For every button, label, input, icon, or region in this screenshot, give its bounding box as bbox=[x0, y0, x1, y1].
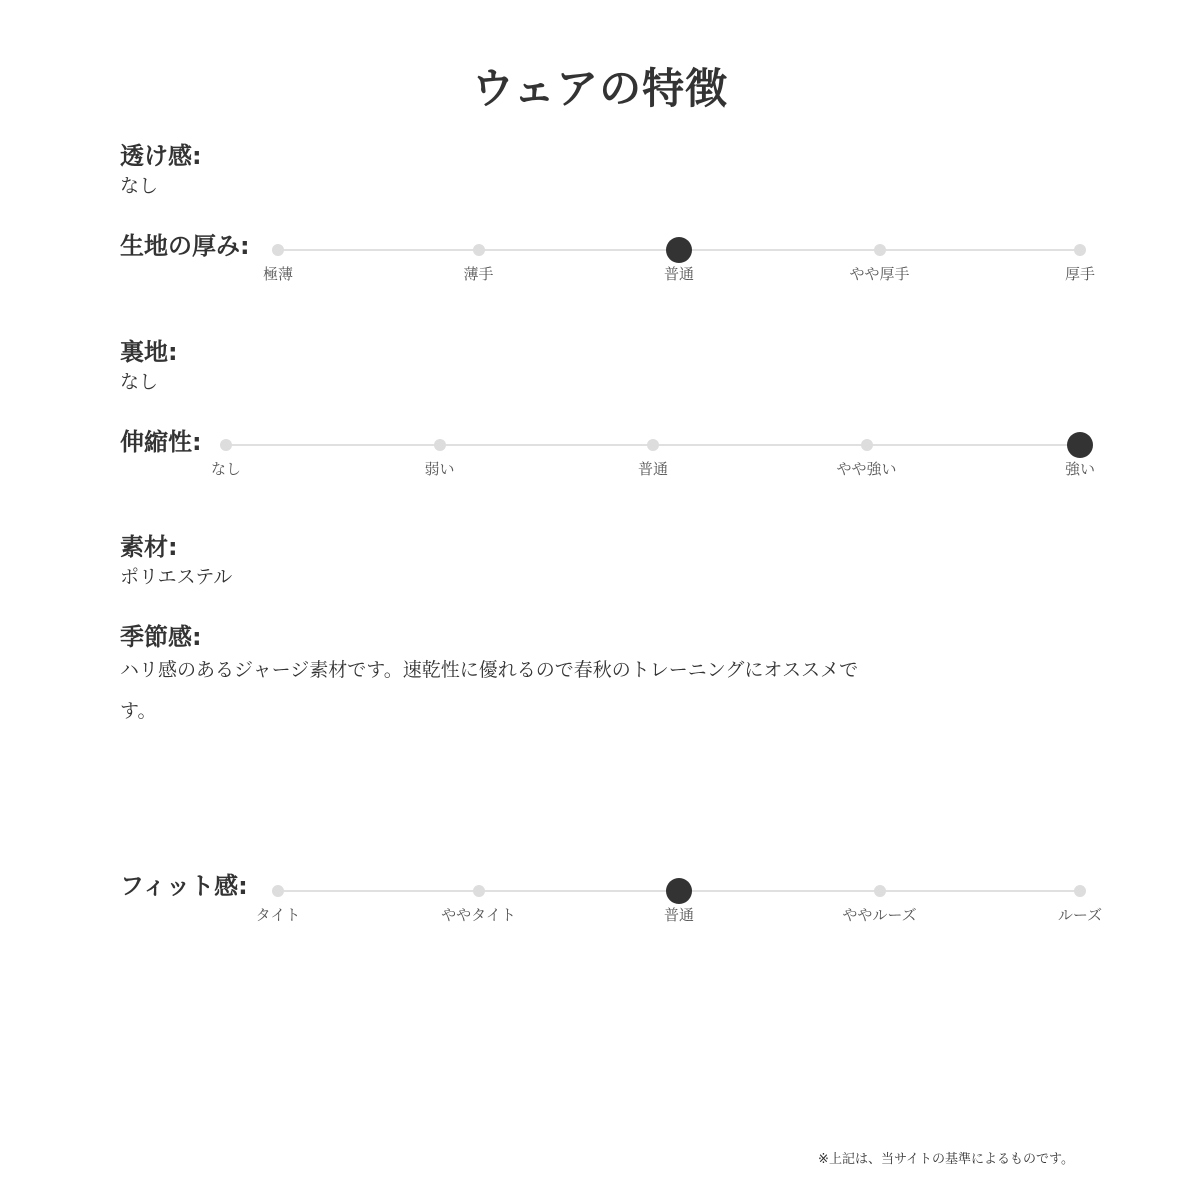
thickness-option-label: やや厚手 bbox=[849, 265, 910, 283]
material-value: ポリエステル bbox=[120, 566, 233, 588]
thickness-dot bbox=[1074, 244, 1086, 256]
fit-option-label: ややルーズ bbox=[842, 906, 917, 924]
stretch-option-label: 普通 bbox=[637, 460, 668, 478]
stretch-label: 伸縮性: bbox=[120, 428, 202, 456]
stretch-option-label: 弱い bbox=[424, 460, 455, 478]
fit-option-label: ややタイト bbox=[441, 906, 516, 924]
stretch-option-label: やや強い bbox=[836, 460, 897, 478]
season-description: ハリ感のあるジャージ素材です。速乾性に優れるので春秋のトレーニングにオススメです。 bbox=[120, 659, 859, 722]
stretch-option-label: 強い bbox=[1064, 460, 1095, 478]
stretch-dot bbox=[434, 439, 446, 451]
fit-dot bbox=[874, 885, 886, 897]
thickness-selected-dot bbox=[666, 237, 692, 263]
stretch-dot bbox=[220, 439, 232, 451]
thickness-option-label: 薄手 bbox=[463, 265, 494, 283]
page-title: ウェアの特徴 bbox=[471, 64, 729, 113]
transparency-label: 透け感: bbox=[120, 142, 202, 170]
fit-option-label: 普通 bbox=[663, 906, 694, 924]
fit-label: フィット感: bbox=[120, 872, 248, 900]
thickness-label: 生地の厚み: bbox=[120, 232, 250, 260]
season-label: 季節感: bbox=[120, 623, 202, 651]
thickness-option-label: 極薄 bbox=[262, 265, 293, 283]
thickness-dot bbox=[272, 244, 284, 256]
fit-scale bbox=[255, 880, 1103, 924]
lining-value: なし bbox=[120, 371, 159, 393]
thickness-scale bbox=[262, 239, 1095, 283]
thickness-option-label: 普通 bbox=[663, 265, 694, 283]
fit-dot bbox=[272, 885, 284, 897]
lining-label: 裏地: bbox=[120, 338, 178, 366]
fit-dot bbox=[1074, 885, 1086, 897]
stretch-dot bbox=[861, 439, 873, 451]
fit-option-label: ルーズ bbox=[1057, 906, 1103, 924]
transparency-value: なし bbox=[120, 175, 159, 197]
thickness-dot bbox=[473, 244, 485, 256]
thickness-dot bbox=[874, 244, 886, 256]
thickness-option-label: 厚手 bbox=[1064, 265, 1095, 283]
fit-dot bbox=[473, 885, 485, 897]
fit-option-label: タイト bbox=[255, 906, 301, 924]
fit-selected-dot bbox=[666, 878, 692, 904]
footnote: ※上記は、当サイトの基準によるものです。 bbox=[818, 1152, 1074, 1167]
stretch-scale bbox=[210, 434, 1095, 478]
stretch-dot bbox=[647, 439, 659, 451]
stretch-selected-dot bbox=[1067, 432, 1093, 458]
material-label: 素材: bbox=[120, 533, 178, 561]
stretch-option-label: なし bbox=[210, 460, 241, 478]
